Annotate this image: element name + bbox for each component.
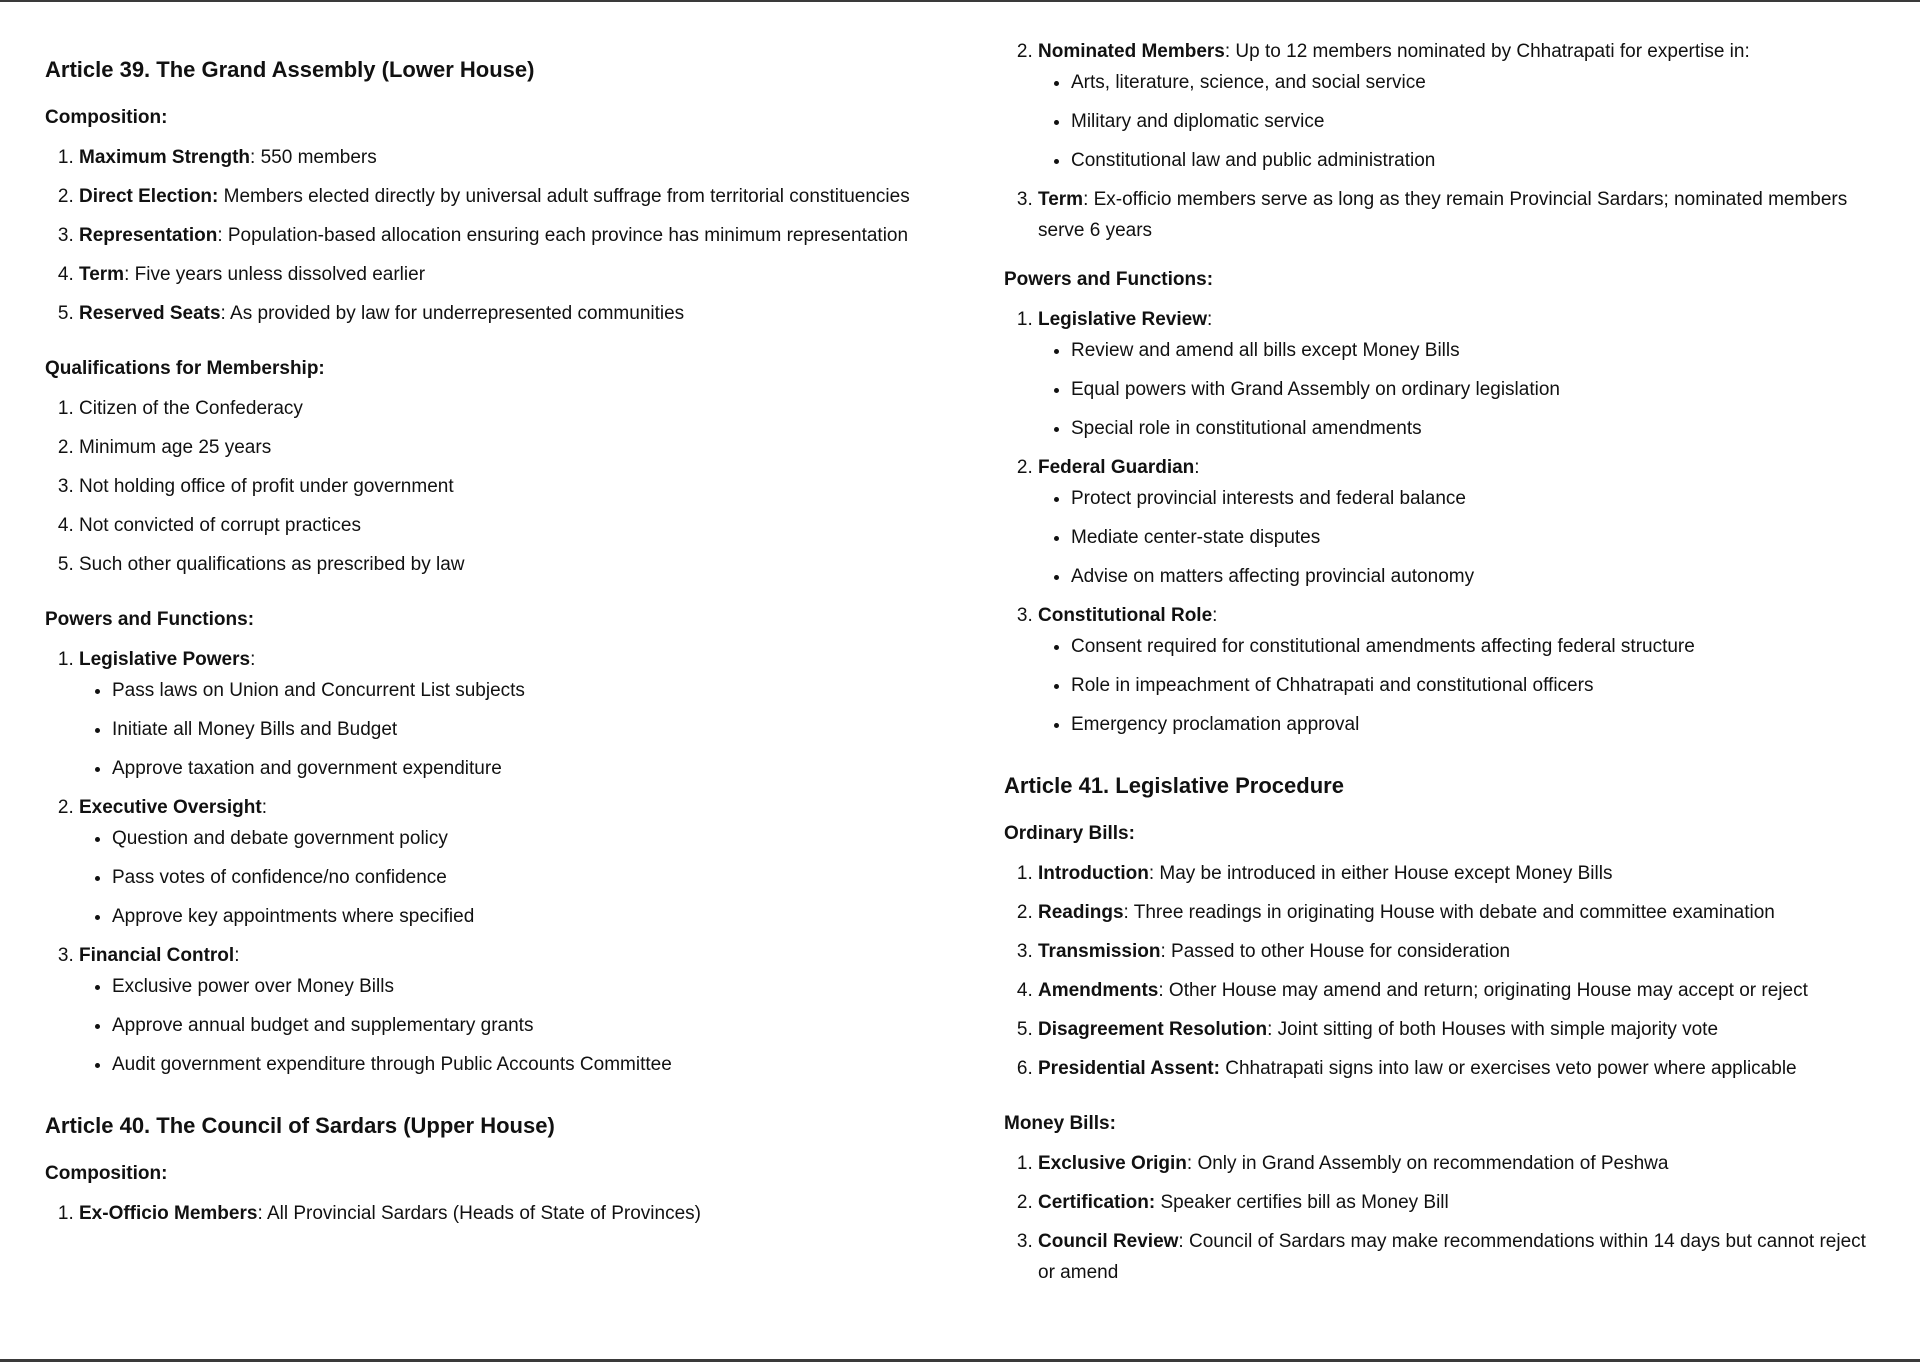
powers-list — [1004, 304, 1884, 740]
item-text: : Up to 12 members nominated by Chhatrapati for expertise in: — [1224, 41, 1750, 62]
item-text: : — [234, 945, 240, 966]
powers-heading: Powers and Functions: — [45, 609, 255, 630]
item-label: Disagreement Resolution — [1038, 1019, 1268, 1040]
item-label: Executive Oversight — [79, 797, 262, 818]
item-label: Term — [1038, 189, 1084, 210]
ordinary-bills-heading: Ordinary Bills: — [1004, 823, 1135, 844]
item-label: Constitutional Role — [1038, 605, 1213, 626]
sub-list — [79, 823, 945, 932]
sub-list-item: • Approve taxation and government expenditure — [112, 753, 945, 784]
item-text: : Five years unless dissolved earlier — [124, 264, 426, 285]
item-label: Financial Control — [79, 945, 235, 966]
sub-list-item: • Emergency proclamation approval — [1071, 709, 1884, 740]
sub-list-item: • Consent required for constitutional amendments affecting federal structure — [1071, 631, 1884, 662]
item-label: Nominated Members — [1038, 41, 1225, 62]
sub-list-item: • Constitutional law and public administration — [1071, 145, 1884, 176]
item-text: Speaker certifies bill as Money Bill — [1155, 1192, 1449, 1213]
item-text: : — [1194, 457, 1200, 478]
article-39-title: Article 39. The Grand Assembly (Lower House) — [45, 57, 535, 82]
sub-list-item: • Role in impeachment of Chhatrapati and constitutional officers — [1071, 670, 1884, 701]
item-text: : — [1206, 309, 1213, 330]
sub-list-item: • Pass votes of confidence/no confidence — [112, 862, 945, 893]
sub-list-item: • Pass laws on Union and Concurrent List subjects — [112, 675, 945, 706]
item-label: Federal Guardian — [1038, 457, 1195, 478]
item-label: Maximum Strength — [79, 147, 251, 168]
item-text: : Ex-officio members serve as long as they remain Provincial Sardars; nominated members serve 6 years — [1038, 189, 1848, 241]
sub-list-item: • Question and debate government policy — [112, 823, 945, 854]
sub-list-item: • Equal powers with Grand Assembly on ordinary legislation — [1071, 374, 1884, 405]
list-item — [1038, 858, 1884, 889]
item-label: Amendments — [1038, 980, 1159, 1001]
item-label: Exclusive Origin — [1038, 1153, 1187, 1174]
list-item — [1038, 897, 1884, 928]
list-item — [79, 644, 945, 784]
ordinary-bills-list — [1004, 858, 1884, 1084]
list-item: 5. Such other qualifications as prescribed by law — [79, 549, 945, 580]
item-label: Legislative Powers — [79, 649, 251, 670]
sub-list — [1038, 483, 1884, 592]
qualifications-list — [45, 393, 945, 580]
item-text: Members elected directly by universal adult suffrage from territorial constituencies — [218, 186, 910, 207]
sub-list-item: • Advise on matters affecting provincial autonomy — [1071, 561, 1884, 592]
list-item — [1038, 936, 1884, 967]
list-item — [79, 298, 945, 329]
money-bills-list — [1004, 1148, 1884, 1288]
powers-list — [45, 644, 945, 1080]
item-label: Introduction — [1038, 863, 1149, 884]
list-item — [1038, 184, 1884, 246]
sub-list-item: • Exclusive power over Money Bills — [112, 971, 945, 1002]
sub-list-item: • Approve annual budget and supplementary grants — [112, 1010, 945, 1041]
list-item — [1038, 1014, 1884, 1045]
list-item — [1038, 600, 1884, 740]
list-item — [1038, 1226, 1884, 1288]
item-label: Readings — [1038, 902, 1124, 923]
sub-list — [79, 971, 945, 1080]
item-text: : Population-based allocation ensuring each province has minimum representation — [217, 225, 909, 246]
list-item — [79, 220, 945, 251]
item-label: Direct Election: — [79, 186, 219, 207]
item-text: : May be introduced in either House except Money Bills — [1148, 863, 1613, 884]
sub-list — [1038, 67, 1884, 176]
item-text: : — [250, 649, 256, 670]
item-label: Term — [79, 264, 125, 285]
right-column — [1004, 2, 1884, 1296]
left-column — [45, 2, 945, 1237]
list-item — [79, 792, 945, 932]
item-label: Presidential Assent: — [1038, 1058, 1220, 1079]
article-40-title: Article 40. The Council of Sardars (Upper House) — [45, 1113, 555, 1138]
article-41-title: Article 41. Legislative Procedure — [1004, 773, 1344, 798]
sub-list-item: • Military and diplomatic service — [1071, 106, 1884, 137]
list-item — [1038, 452, 1884, 592]
list-item: 4. Not convicted of corrupt practices — [79, 510, 945, 541]
item-text: : All Provincial Sardars (Heads of State of Provinces) — [257, 1203, 701, 1224]
item-text: : 550 members — [250, 147, 377, 168]
list-item — [1038, 975, 1884, 1006]
composition-heading: Composition: — [45, 1163, 168, 1184]
list-item — [79, 142, 945, 173]
item-text: : Three readings in originating House with debate and committee examination — [1123, 902, 1775, 923]
sub-list-item: • Mediate center-state disputes — [1071, 522, 1884, 553]
item-label: Council Review — [1038, 1231, 1179, 1252]
composition-heading: Composition: — [45, 107, 168, 128]
document-page — [0, 2, 1920, 1359]
sub-list-item: • Arts, literature, science, and social service — [1071, 67, 1884, 98]
list-item — [79, 181, 945, 212]
list-item: 1. Citizen of the Confederacy — [79, 393, 945, 424]
sub-list — [1038, 631, 1884, 740]
sub-list-item: • Approve key appointments where specified — [112, 901, 945, 932]
item-label: Certification: — [1038, 1192, 1156, 1213]
sub-list-item: • Protect provincial interests and federal balance — [1071, 483, 1884, 514]
list-item — [1038, 1187, 1884, 1218]
sub-list-item: • Initiate all Money Bills and Budget — [112, 714, 945, 745]
composition-list-continued — [1004, 36, 1884, 246]
list-item — [79, 259, 945, 290]
list-item — [79, 1198, 945, 1229]
list-item — [1038, 36, 1884, 176]
item-text: Chhatrapati signs into law or exercises veto power where applicable — [1219, 1058, 1797, 1079]
item-label: Ex-Officio Members — [79, 1203, 258, 1224]
composition-list — [45, 142, 945, 329]
qualifications-heading: Qualifications for Membership: — [45, 358, 325, 379]
list-item: 3. Not holding office of profit under government — [79, 471, 945, 502]
sub-list-item: • Special role in constitutional amendments — [1071, 413, 1884, 444]
item-label: Representation — [79, 225, 218, 246]
powers-heading: Powers and Functions: — [1004, 269, 1214, 290]
sub-list-item: • Review and amend all bills except Money Bills — [1071, 335, 1884, 366]
sub-list — [1038, 335, 1884, 444]
list-item — [1038, 1148, 1884, 1179]
list-item — [1038, 304, 1884, 444]
item-text: : Only in Grand Assembly on recommendation of Peshwa — [1186, 1153, 1669, 1174]
item-label: Legislative Review — [1038, 309, 1207, 330]
composition-list — [45, 1198, 945, 1229]
money-bills-heading: Money Bills: — [1004, 1113, 1116, 1134]
item-label: Transmission — [1038, 941, 1161, 962]
item-text: : As provided by law for underrepresented communities — [220, 303, 685, 324]
item-text: : Council of Sardars may make recommendations within 14 days but cannot reject or amend — [1038, 1231, 1866, 1283]
item-label: Reserved Seats — [79, 303, 221, 324]
item-text: : — [1212, 605, 1218, 626]
item-text: : Joint sitting of both Houses with simple majority vote — [1267, 1019, 1719, 1040]
sub-list-item: • Audit government expenditure through Public Accounts Committee — [112, 1049, 945, 1080]
sub-list — [79, 675, 945, 784]
list-item — [1038, 1053, 1884, 1084]
list-item: 2. Minimum age 25 years — [79, 432, 945, 463]
item-text: : — [261, 797, 267, 818]
list-item — [79, 940, 945, 1080]
item-text: : Passed to other House for consideration — [1160, 941, 1511, 962]
item-text: : Other House may amend and return; originating House may accept or reject — [1158, 980, 1808, 1001]
